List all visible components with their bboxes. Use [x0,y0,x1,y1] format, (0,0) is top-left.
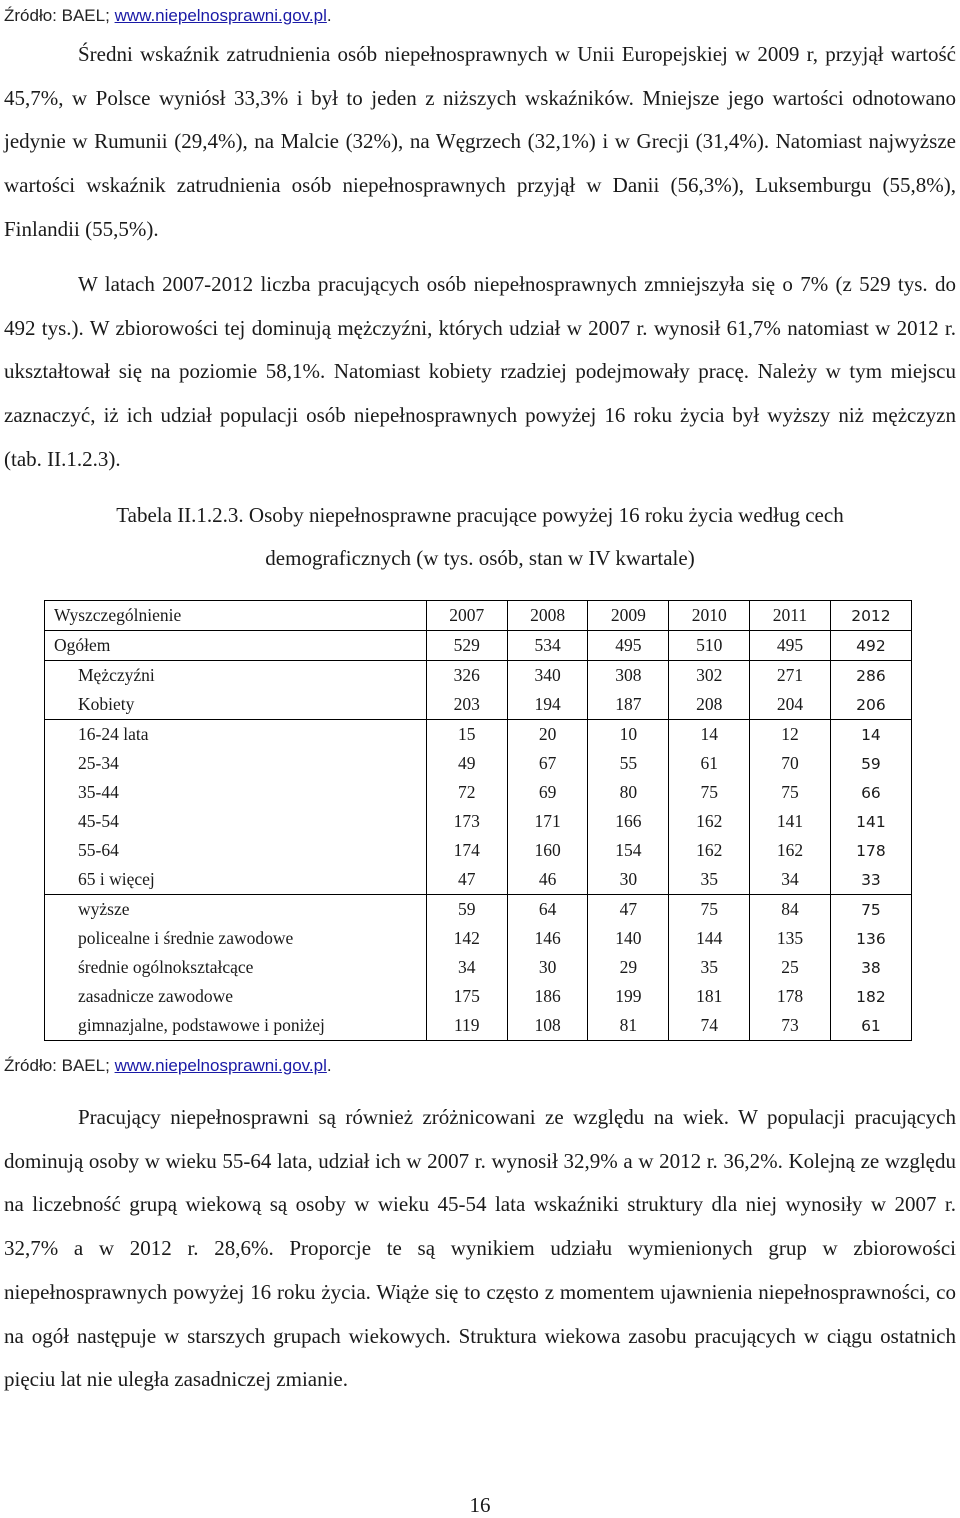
table-cell: 108 [507,1011,588,1041]
table-cell: 49 [426,749,507,778]
table-cell: 29 [588,953,669,982]
page-number: 16 [469,1493,491,1517]
row-label: policealne i średnie zawodowe [45,924,427,953]
employment-table [44,600,912,1041]
table-cell: 84 [750,895,831,925]
table-cell: 69 [507,778,588,807]
table-cell: 162 [669,836,750,865]
table-cell: 64 [507,895,588,925]
table-header-row [45,601,912,631]
table-cell: 208 [669,690,750,720]
table-cell: 144 [669,924,750,953]
table-cell: 47 [426,865,507,895]
table-row [45,778,912,807]
table-cell: 510 [669,631,750,661]
table-cell: 72 [426,778,507,807]
table-cell: 186 [507,982,588,1011]
source-suffix: . [326,1056,332,1075]
source-link[interactable]: www.niepelnosprawni.gov.pl [114,1056,327,1075]
table-cell: 34 [750,865,831,895]
table-cell: 271 [750,661,831,691]
table-row [45,661,912,691]
source-note-bottom [4,1056,332,1076]
table-row [45,953,912,982]
table-caption-line-2: demograficznych (w tys. osób, stan w IV kwartale) [265,546,695,570]
row-label: 25-34 [45,749,427,778]
table-cell: 61 [669,749,750,778]
table-cell: 35 [669,865,750,895]
table-cell: 173 [426,807,507,836]
source-prefix: Źródło: BAEL; [4,6,115,25]
table-cell: 75 [830,895,911,925]
table-cell: 199 [588,982,669,1011]
table-cell: 160 [507,836,588,865]
header-cell: 2011 [750,601,831,631]
table-row [45,749,912,778]
paragraph-3-text: Pracujący niepełnosprawni są również zróżnicowani ze względu na wiek. W populacji pracujących dominują osoby w wieku 55-64 lata, udział ich w 2007 r. wynosił 32,9% a w 2012 r. 36,2%. Kolejną ze względu na liczebność grupą wiekową są osoby w wieku 45-54 lata wskaźniki struktury dla niej wynosiły w 2007 r. 32,7% a w 2012 r. 28,6%. Proporcje te są wynikiem udziału wymienionych grup w zbiorowości niepełnosprawnych powyżej 16 roku życia. Wiąże się to często z momentem ujawnienia niepełnosprawności, co na ogół następuje w starszych grupach wiekowych. Struktura wiekowa zasobu pracujących w ciągu ostatnich pięciu lat nie uległa zasadniczej zmianie. [4,1105,956,1392]
table-cell: 286 [830,661,911,691]
header-cell: Wyszczególnienie [45,601,427,631]
header-cell: 2007 [426,601,507,631]
table-cell: 203 [426,690,507,720]
table-row [45,865,912,895]
table-cell: 61 [830,1011,911,1041]
table-cell: 59 [830,749,911,778]
table-cell: 495 [750,631,831,661]
row-label: 45-54 [45,807,427,836]
source-suffix: . [326,6,332,25]
table-row [45,982,912,1011]
table-row [45,631,912,661]
table-cell: 492 [830,631,911,661]
table-cell: 33 [830,865,911,895]
table-cell: 74 [669,1011,750,1041]
table-row [45,807,912,836]
header-cell: 2010 [669,601,750,631]
table-cell: 14 [669,720,750,750]
table-cell: 326 [426,661,507,691]
table-cell: 59 [426,895,507,925]
table-cell: 154 [588,836,669,865]
row-label: 16-24 lata [45,720,427,750]
paragraph-2-text: W latach 2007-2012 liczba pracujących osób niepełnosprawnych zmniejszyła się o 7% (z 529 tys. do 492 tys.). W zbiorowości tej dominują mężczyźni, których udział w 2007 r. wynosił 61,7% natomiast w 2012 r. ukształtował się na poziomie 58,1%. Natomiast kobiety rzadziej podejmowały pracę. Należy w tym miejscu zaznaczyć, iż ich udział populacji osób niepełnosprawnych powyżej 16 roku życia był wyższy niż mężczyzn (tab. II.1.2.3). [4,272,956,471]
table-row [45,836,912,865]
row-label: 35-44 [45,778,427,807]
row-label: średnie ogólnokształcące [45,953,427,982]
header-cell: 2009 [588,601,669,631]
table-row [45,1011,912,1041]
table-cell: 175 [426,982,507,1011]
table-cell: 171 [507,807,588,836]
table-cell: 15 [426,720,507,750]
source-link[interactable]: www.niepelnosprawni.gov.pl [114,6,327,25]
table-cell: 80 [588,778,669,807]
row-label: Ogółem [45,631,427,661]
table-cell: 146 [507,924,588,953]
table-cell: 119 [426,1011,507,1041]
table-cell: 206 [830,690,911,720]
table-cell: 67 [507,749,588,778]
table-cell: 75 [669,778,750,807]
table-cell: 204 [750,690,831,720]
table-cell: 70 [750,749,831,778]
table-cell: 194 [507,690,588,720]
table-cell: 181 [669,982,750,1011]
table-row [45,924,912,953]
table-cell: 46 [507,865,588,895]
table-cell: 30 [588,865,669,895]
table-cell: 38 [830,953,911,982]
paragraph-employment-trend [4,263,956,482]
row-label: Mężczyźni [45,661,427,691]
table-cell: 12 [750,720,831,750]
table-cell: 25 [750,953,831,982]
table-cell: 75 [669,895,750,925]
row-label: gimnazjalne, podstawowe i poniżej [45,1011,427,1041]
table-row [45,895,912,925]
table-cell: 14 [830,720,911,750]
table-cell: 534 [507,631,588,661]
table-cell: 141 [830,807,911,836]
table-cell: 187 [588,690,669,720]
source-prefix: Źródło: BAEL; [4,1056,115,1075]
table-cell: 162 [669,807,750,836]
table-caption-line-1: Tabela II.1.2.3. Osoby niepełnosprawne pracujące powyżej 16 roku życia według cech [116,503,844,527]
table-cell: 529 [426,631,507,661]
row-label: 65 i więcej [45,865,427,895]
table-cell: 162 [750,836,831,865]
paragraph-1-text: Średni wskaźnik zatrudnienia osób niepełnosprawnych w Unii Europejskiej w 2009 r, przyjął wartość 45,7%, w Polsce wyniósł 33,3% i był to jeden z niższych wskaźników. Mniejsze jego wartości odnotowano jedynie w Rumunii (29,4%), na Malcie (32%), na Węgrzech (32,1%) i w Grecji (31,4%). Natomiast najwyższe wartości wskaźnik zatrudnienia osób niepełnosprawnych przyjął w Danii (56,3%), Luksemburgu (55,8%), Finlandii (55,5%). [4,42,956,241]
table-cell: 495 [588,631,669,661]
paragraph-eu-employment [4,33,956,252]
row-label: zasadnicze zawodowe [45,982,427,1011]
table-cell: 135 [750,924,831,953]
table-cell: 178 [750,982,831,1011]
table-cell: 136 [830,924,911,953]
table-cell: 166 [588,807,669,836]
table-cell: 140 [588,924,669,953]
table-cell: 81 [588,1011,669,1041]
table-cell: 30 [507,953,588,982]
row-label: 55-64 [45,836,427,865]
table-cell: 308 [588,661,669,691]
table-cell: 73 [750,1011,831,1041]
table-cell: 66 [830,778,911,807]
table-cell: 178 [830,836,911,865]
paragraph-age-structure [4,1096,956,1402]
table-cell: 75 [750,778,831,807]
table-row [45,690,912,720]
table-cell: 34 [426,953,507,982]
table-row [45,720,912,750]
header-cell: 2008 [507,601,588,631]
table-cell: 55 [588,749,669,778]
table-cell: 174 [426,836,507,865]
table-cell: 302 [669,661,750,691]
table-cell: 340 [507,661,588,691]
source-note-top [4,6,332,26]
table-cell: 182 [830,982,911,1011]
row-label: Kobiety [45,690,427,720]
header-cell: 2012 [830,601,911,631]
table-cell: 142 [426,924,507,953]
table-cell: 20 [507,720,588,750]
table-cell: 141 [750,807,831,836]
row-label: wyższe [45,895,427,925]
table-cell: 35 [669,953,750,982]
table-cell: 47 [588,895,669,925]
table-cell: 10 [588,720,669,750]
